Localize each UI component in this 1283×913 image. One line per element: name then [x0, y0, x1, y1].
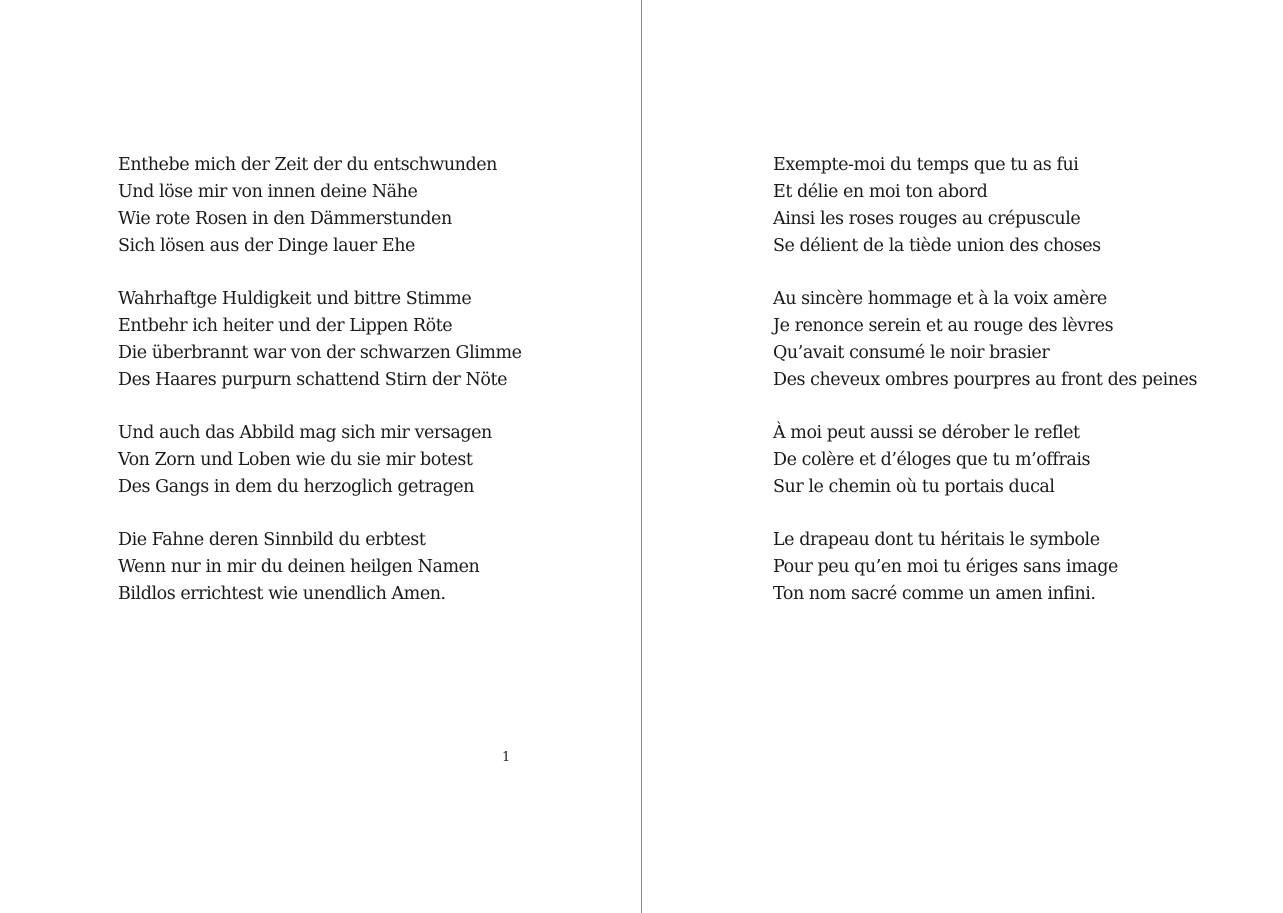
right-page: [642, 0, 1283, 913]
poem-line: Au sincère hommage et à la voix amère: [773, 289, 1107, 309]
left-page: [0, 0, 641, 913]
stanza-1: [773, 152, 1197, 260]
poem-line: Entbehr ich heiter und der Lippen Röte: [118, 316, 453, 336]
stanza-1: [118, 152, 522, 260]
poem-line: Ainsi les roses rouges au crépuscule: [773, 209, 1081, 229]
poem-line: Und löse mir von innen deine Nähe: [118, 182, 418, 202]
poem-line: Von Zorn und Loben wie du sie mir botest: [118, 450, 473, 470]
poem-line: Enthebe mich der Zeit der du entschwunden: [118, 155, 497, 175]
poem-line: Des Haares purpurn schattend Stirn der Nöte: [118, 370, 507, 390]
poem-line: À moi peut aussi se dérober le reflet: [773, 423, 1080, 443]
poem-line: Des cheveux ombres pourpres au front des peines: [773, 370, 1197, 390]
stanza-4: [118, 527, 522, 608]
poem-line: Pour peu qu’en moi tu ériges sans image: [773, 557, 1118, 577]
german-poem: [118, 152, 522, 634]
stanza-4: [773, 527, 1197, 608]
poem-line: Bildlos errichtest wie unendlich Amen.: [118, 584, 446, 604]
poem-line: Des Gangs in dem du herzoglich getragen: [118, 477, 474, 497]
stanza-2: [118, 286, 522, 394]
poem-line: Sur le chemin où tu portais ducal: [773, 477, 1055, 497]
poem-line: Je renonce serein et au rouge des lèvres: [773, 316, 1114, 336]
poem-line: Wenn nur in mir du deinen heilgen Namen: [118, 557, 480, 577]
poem-line: Et délie en moi ton abord: [773, 182, 988, 202]
poem-line: Und auch das Abbild mag sich mir versagen: [118, 423, 492, 443]
french-poem: [773, 152, 1197, 634]
poem-line: Wie rote Rosen in den Dämmerstunden: [118, 209, 452, 229]
poem-line: Die Fahne deren Sinnbild du erbtest: [118, 530, 426, 550]
page-number: 1: [502, 750, 511, 765]
poem-line: De colère et d’éloges que tu m’offrais: [773, 450, 1091, 470]
poem-line: Die überbrannt war von der schwarzen Glimme: [118, 343, 522, 363]
poem-line: Exempte-moi du temps que tu as fui: [773, 155, 1079, 175]
poem-line: Wahrhaftge Huldigkeit und bittre Stimme: [118, 289, 472, 309]
poem-line: Le drapeau dont tu héritais le symbole: [773, 530, 1100, 550]
poem-line: Qu’avait consumé le noir brasier: [773, 343, 1050, 363]
poem-line: Ton nom sacré comme un amen infini.: [773, 584, 1096, 604]
stanza-3: [773, 420, 1197, 501]
stanza-3: [118, 420, 522, 501]
stanza-2: [773, 286, 1197, 394]
poem-line: Se délient de la tiède union des choses: [773, 236, 1101, 256]
poem-line: Sich lösen aus der Dinge lauer Ehe: [118, 236, 415, 256]
